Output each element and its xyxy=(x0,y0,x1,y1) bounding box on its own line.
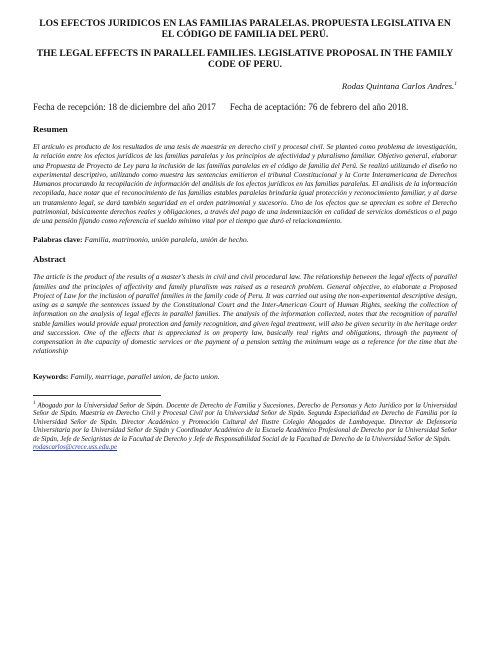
title-english: THE LEGAL EFFECTS IN PARALLEL FAMILIES. LEGISLATIVE PROPOSAL IN THE FAMILY CODE OF PERU. xyxy=(36,48,454,70)
received-date: Fecha de recepción: 18 de diciembre del año 2017 xyxy=(33,102,216,112)
palabras-clave-text: Familia, matrimonio, unión paralela, unión de hecho. xyxy=(84,235,249,245)
footnote-divider xyxy=(33,395,161,396)
author-email-link[interactable]: rodascarlos@crece.uss.edu.pe xyxy=(33,444,118,452)
title-spanish: LOS EFECTOS JURIDICOS EN LAS FAMILIAS PARALELAS. PROPUESTA LEGISLATIVA EN EL CÓDIGO DE FAMILIA DEL PERÚ. xyxy=(39,18,451,40)
keywords-text: Family, marriage, parallel union, de facto union. xyxy=(70,371,220,381)
footnote-text: Abogado por la Universidad Señor de Sipán. Docente de Derecho de Familia y Sucesiones, Derecho de Personas y Acto Jurídico por la Universidad Señor de Sipán. Maestría en Derecho Civil y Procesal Civil por la Universidad Señor de Sipán. Segunda Especialidad en Derecho de Familia por la Universidad Señor de Sipán. Director Académico y Promoción Cultural del Ilustre Colegio Abogados de Lambayeque. Director de Defensoría Universitaria por la Universidad Señor de Sipán y Coordinador Académico de la Escuela Académico Profesional de Derecho por la Universidad Señor de Sipán, Jefe de Secigristas de la Facultad de Derecho y Jefe de Responsabilidad Social de la Facultad de Derecho de la Universidad Señor de Sipán. xyxy=(33,401,457,443)
article-page xyxy=(33,18,457,453)
dates-line xyxy=(33,101,457,113)
abstract-text: The article is the product of the results of a master's thesis in civil and civil procedural law. The relationship between the legal effects of parallel families and the principles of affectivity and family pluralism was raised as a research problem. General objective, to elaborate a Proposed Project of Law for the inclusion of parallel families in the family code of Peru. It was carried out using the non-experimental descriptive design, using as a sample the sentences issued by the Constitutional Court and the Inter-American Court of Human Rights, seeking the collection of information on the analysis of legal effects in parallel families. The analysis of the information collected, notes that the recognition of parallel stable families would provide equal protection and family recognition, and given legal treatment, will also be given security in the heritage order and succession. One of the effects that is appreciated is on property law, basically real rights and obligations, through the payment of compensation in the capacity of domestic services or the payment of a pension setting the minimum wage as a reference for the time that the relationship xyxy=(33,272,457,356)
keywords xyxy=(33,372,457,381)
abstract-heading: Abstract xyxy=(33,254,66,265)
palabras-clave-label: Palabras clave: xyxy=(33,235,83,245)
footnote xyxy=(33,400,457,453)
accepted-date: Fecha de aceptación: 76 de febrero del año 2018. xyxy=(229,102,409,112)
footnote-mark: 1 xyxy=(33,400,36,406)
palabras-clave xyxy=(33,235,457,244)
resumen-text: El artículo es producto de los resultados de una tesis de maestría en derecho civil y procesal civil. Se planteó como problema de investigación, la relación entre los efectos jurídicos de las familias paralelas y los principios de afectividad y pluralismo familiar. Objetivo general, elaborar una Propuesta de Proyecto de Ley para la inclusión de las familias paralelas en el código de familia del Perú. Se realizó utilizando el diseño no experimental descriptivo, utilizando como muestra las sentencias emitieron el tribunal Constitucional y la Corte Interamericana de Derechos Humanos procurando la recopilación de información del análisis de los efectos jurídicos en las familias paralelas. El análisis de la información recopilada, hace notar que el reconocimiento de las familias estables paralelas brindaría igual protección y reconocimiento familiar, y al darse un tratamiento legal, se dará también seguridad en el orden patrimonial y sucesorio. Uno de los efectos que se aprecian es sobre el Derecho patrimonial, básicamente derechos reales y obligaciones, a través del pago de una indemnización en calidad de servicios domésticos o el pago de una pensión fijando como referencia el sueldo mínimo vital por el tiempo que duró el relacionamiento. xyxy=(33,142,457,225)
author-footnote-mark: 1 xyxy=(454,81,457,88)
keywords-label: Keywords: xyxy=(33,371,69,381)
author-line xyxy=(33,81,457,91)
author-name: Rodas Quintana Carlos Andres. xyxy=(341,81,455,91)
resumen-heading: Resumen xyxy=(33,124,68,134)
